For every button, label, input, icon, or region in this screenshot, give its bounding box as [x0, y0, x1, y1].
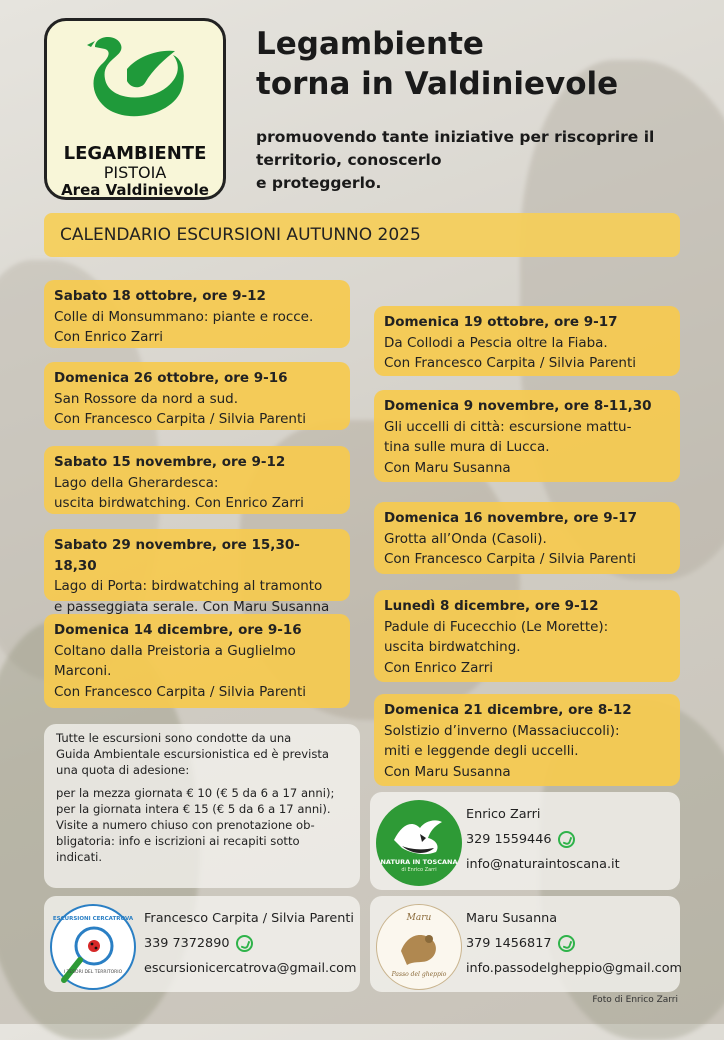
subtitle-line: e proteggerlo. [256, 174, 382, 192]
event-line: Grotta all’Onda (Casoli). [384, 530, 547, 547]
whatsapp-icon[interactable] [236, 935, 253, 952]
page-title [256, 24, 618, 104]
event-line: uscita birdwatching. [384, 639, 521, 655]
contact-phone-row [466, 931, 682, 956]
contact-phone[interactable]: 379 1456817 [466, 936, 552, 951]
subtitle-line: territorio, conoscerlo [256, 151, 442, 169]
logo-subtext: di Enrico Zarri [401, 867, 437, 873]
info-line: una quota di adesione: [56, 763, 190, 778]
info-paragraph [56, 785, 348, 866]
logo-name: LEGAMBIENTE [63, 143, 207, 164]
event-card [374, 390, 680, 482]
cercatrova-logo [50, 904, 136, 990]
event-date: Sabato 18 ottobre, ore 9-12 [54, 288, 266, 304]
info-line: per la mezza giornata € 10 (€ 5 da 6 a 17 anni); [56, 785, 335, 800]
event-date: Domenica 26 ottobre, ore 9-16 [54, 370, 288, 386]
contact-phone[interactable]: 339 7372890 [144, 936, 230, 951]
event-date: Sabato 29 novembre, ore 15,30-18,30 [54, 537, 300, 574]
event-line: Con Maru Susanna [384, 763, 511, 780]
contact-name: Maru Susanna [466, 911, 558, 926]
event-line: Con Maru Susanna [384, 459, 511, 476]
event-card [44, 446, 350, 514]
event-date: Lunedì 8 dicembre, ore 9-12 [384, 598, 599, 614]
calendar-banner: CALENDARIO ESCURSIONI AUTUNNO 2025 [44, 213, 680, 257]
title-line: Legambiente [256, 26, 484, 62]
whatsapp-icon[interactable] [558, 831, 575, 848]
event-line: Con Francesco Carpita / Silvia Parenti [54, 411, 307, 427]
event-line: Con Enrico Zarri [384, 659, 494, 676]
event-date: Sabato 15 novembre, ore 9-12 [54, 454, 286, 470]
info-line: indicati. [56, 850, 103, 865]
contact-lines [466, 906, 682, 981]
contact-email[interactable]: info@naturaintoscana.it [466, 857, 620, 872]
legambiente-logo [44, 18, 226, 200]
event-card [44, 362, 350, 430]
contact-phone[interactable]: 329 1559446 [466, 832, 552, 847]
event-line: Padule di Fucecchio (Le Morette): [384, 618, 609, 635]
event-line: e passeggiata serale. Con Maru Susanna [54, 598, 330, 615]
contact-carpita [44, 896, 360, 992]
subtitle-line: promuovendo tante iniziative per riscoprire il [256, 128, 655, 146]
event-card [374, 306, 680, 376]
event-line: San Rossore da nord a sud. [54, 390, 239, 407]
contact-phone-row [144, 931, 356, 956]
event-card [374, 590, 680, 682]
event-line: Da Collodi a Pescia oltre la Fiaba. [384, 334, 608, 351]
event-line: Marconi. [54, 663, 112, 679]
title-line: torna in Valdinievole [256, 66, 619, 102]
info-line: Guida Ambientale escursionistica ed è prevista [56, 747, 330, 762]
event-card [44, 529, 350, 615]
contact-zarri [370, 792, 680, 890]
page-subtitle [256, 126, 696, 195]
logo-text: Maru [406, 913, 432, 923]
contact-phone-row [466, 827, 620, 852]
event-line: Con Francesco Carpita / Silvia Parenti [54, 683, 307, 700]
swan-icon [87, 29, 187, 141]
event-date: Domenica 16 novembre, ore 9-17 [384, 510, 638, 526]
bird-icon [376, 800, 462, 886]
event-card [44, 280, 350, 348]
event-date: Domenica 14 dicembre, ore 9-16 [54, 622, 302, 638]
event-card [374, 502, 680, 574]
event-line: Gli uccelli di città: escursione mattu- [384, 418, 632, 435]
event-line: Con Francesco Carpita / Silvia Parenti [384, 551, 637, 567]
event-card [44, 614, 350, 708]
info-line: Visite a numero chiuso con prenotazione ob- [56, 818, 315, 833]
info-line: bligatoria: info e iscrizioni ai recapiti sotto [56, 834, 300, 849]
logo-subtext: I TESORI DEL TERRITORIO [63, 970, 123, 975]
contact-name: Francesco Carpita / Silvia Parenti [144, 911, 354, 926]
passo-del-gheppio-logo [376, 904, 462, 990]
event-line: miti e leggende degli uccelli. [384, 743, 579, 759]
contact-email[interactable]: escursionicercatrova@gmail.com [144, 961, 357, 976]
logo-text: NATURA IN TOSCANA [380, 858, 458, 866]
logo-text: ESCURSIONI CERCATROVA [52, 916, 134, 922]
event-card [374, 694, 680, 786]
info-line: Tutte le escursioni sono condotte da una [56, 731, 292, 745]
logo-area: Area Valdinievole [61, 181, 209, 199]
logo-subtext: Passo del gheppio [391, 971, 447, 978]
event-date: Domenica 9 novembre, ore 8-11,30 [384, 398, 652, 414]
event-line: Con Francesco Carpita / Silvia Parenti [384, 355, 637, 371]
event-line: Lago di Porta: birdwatching al tramonto [54, 578, 323, 594]
contact-lines [466, 802, 620, 877]
photo-credit: Foto di Enrico Zarri [592, 995, 678, 1005]
event-line: Colle di Monsummano: piante e rocce. [54, 308, 314, 325]
event-line: Coltano dalla Preistoria a Guglielmo [54, 642, 296, 659]
event-line: tina sulle mura di Lucca. [384, 439, 550, 455]
info-box [44, 724, 360, 888]
event-line: Con Enrico Zarri [54, 329, 164, 345]
contact-name: Enrico Zarri [466, 807, 541, 822]
event-date: Domenica 21 dicembre, ore 8-12 [384, 702, 632, 718]
info-paragraph [56, 730, 348, 779]
event-line: Lago della Gherardesca: [54, 474, 219, 491]
contact-susanna [370, 896, 680, 992]
event-date: Domenica 19 ottobre, ore 9-17 [384, 314, 618, 330]
event-line: Solstizio d’inverno (Massaciuccoli): [384, 722, 620, 739]
natura-in-toscana-logo [376, 800, 462, 886]
logo-city: PISTOIA [103, 163, 167, 182]
whatsapp-icon[interactable] [558, 935, 575, 952]
info-line: per la giornata intera € 15 (€ 5 da 6 a 17 anni). [56, 801, 331, 816]
contact-lines [144, 906, 356, 981]
event-line: uscita birdwatching. Con Enrico Zarri [54, 495, 304, 511]
contact-email[interactable]: info.passodelgheppio@gmail.com [466, 961, 682, 976]
